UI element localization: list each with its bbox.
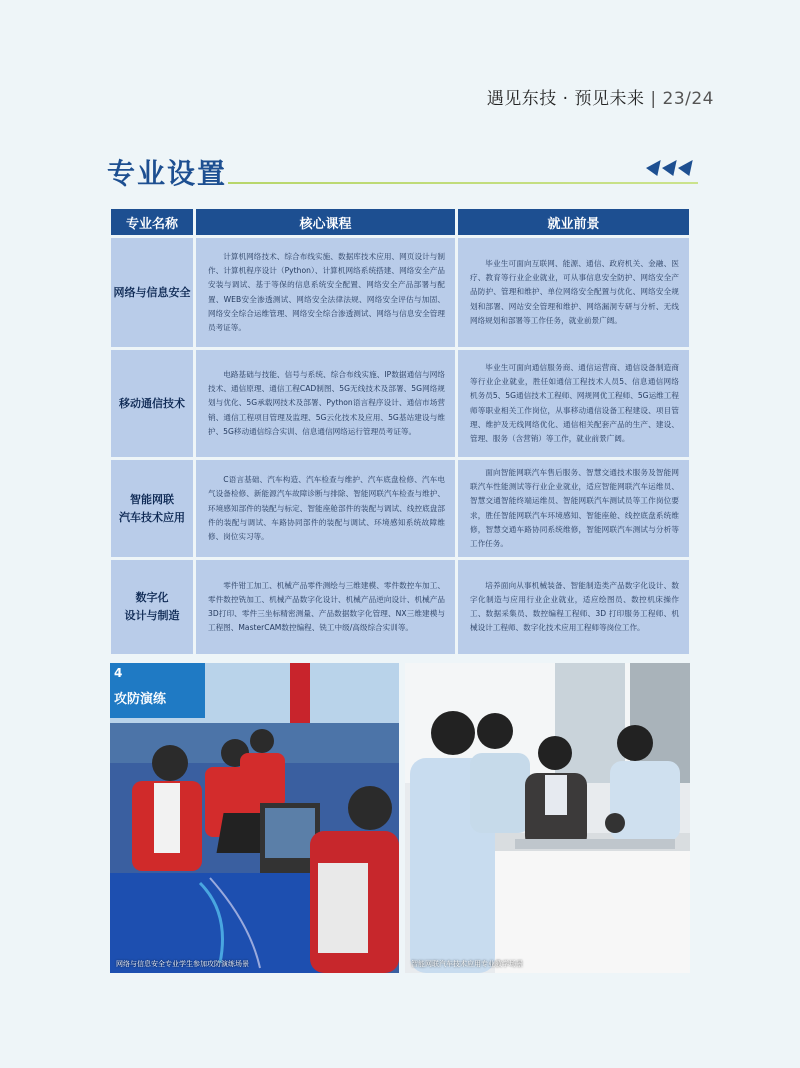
svg-text:4: 4 [114, 666, 123, 680]
career-prospects [458, 238, 689, 347]
core-courses [196, 460, 455, 557]
program-name [111, 238, 193, 347]
section-title: 专业设置 [107, 157, 228, 190]
photo-caption-right: 智能网联汽车技术应用专业教学场景 [411, 960, 523, 968]
core-courses [196, 238, 455, 347]
page-number: 23/24 [662, 89, 714, 109]
table-row [111, 460, 689, 557]
table-header-row [111, 209, 689, 235]
program-name [111, 560, 193, 654]
core-courses-text: C语言基础、汽车构造、汽车检查与维护、汽车底盘检修、汽车电气设备检修、新能源汽车故障诊断与排除、智能网联汽车检查与维护、环境感知部件的装配与标定、智能座舱部件的装配与调试、线控底盘部件的装配与调试、车路协同部件的装配与调试、环境感知系统故障维修、岗位实习等。 [208, 475, 445, 541]
svg-text:攻防演练: 攻防演练 [114, 692, 167, 707]
triple-arrow-icon [646, 160, 694, 180]
core-courses-text: 电路基础与技能、信号与系统、综合布线实施、IP数据通信与网络技术、通信原理、通信工程CAD制图、5G无线技术及部署、5G网络规划与优化、5G承载网技术及部署、Python语言程序设计、通信市场营销、通信工程项目管理及监理、5G云化技术及应用、5G基站建设与维护、5G移动通信综合实训、信息通信网络运行管理员考证等。 [208, 369, 445, 436]
career-prospects-text: 毕业生可面向通信服务商、通信运营商、通信设备制造商等行业企业就业，胜任如通信工程技术人员5、信息通信网络机务员5、5G通信技术工程师、网规网优工程师、5G运维工程师等职业相关工作岗位，从事移动通信设备工程建设、项目管理、维护及无线网络优化、通信相关配套产品的生产、建设、管理、服务（含营销）等工作，就业前景广阔。 [470, 362, 679, 443]
col-header-prospects: 就业前景 [458, 209, 689, 235]
program-name-text: 移动通信技术 [119, 396, 185, 410]
photo-security-drill [110, 663, 399, 973]
career-prospects [458, 460, 689, 557]
col-header-courses: 核心课程 [196, 209, 455, 235]
photo-caption-left: 网络与信息安全专业学生参加攻防演练场景 [116, 960, 249, 968]
header-slogan: 遇见东技 · 预见未来 [486, 89, 645, 109]
core-courses-text: 零件钳工加工、机械产品零件测绘与三维建模、零件数控车加工、零件数控铣加工、机械产品数字化设计、机械产品逆向设计、机械产品3D打印、零件三坐标精密测量、产品数据数字化管理、NX三维建模与工程图、MasterCAM数控编程、铣工中级/高级综合实训等。 [208, 580, 445, 633]
program-name-text: 数字化 设计与制造 [124, 591, 180, 623]
title-underline [228, 182, 698, 184]
col-header-name: 专业名称 [111, 209, 193, 235]
program-name-text: 网络与信息安全 [113, 285, 191, 299]
career-prospects [458, 350, 689, 457]
program-table [108, 206, 692, 657]
core-courses [196, 560, 455, 654]
program-name [111, 350, 193, 457]
table-row [111, 560, 689, 654]
core-courses-text: 计算机网络技术、综合布线实施、数据库技术应用、网页设计与制作、计算机程序设计（Python）、计算机网络系统搭建、网络安全产品安装与调试、基于等保的信息系统安全配置、网络安全产品部署与配置、WEB安全渗透测试、网络安全法律法规、网络安全评估与加固、网络安全综合运维管理、网络安全综合渗透测试、网络与信息安全管理员考证等。 [208, 251, 445, 332]
table-row [111, 350, 689, 457]
photo-automotive-class [405, 663, 690, 973]
career-prospects-text: 面向智能网联汽车售后服务、智慧交通技术服务及智能网联汽车性能测试等行业企业就业，适应智能网联汽车运维员、智慧交通智能终端运维员、智能网联汽车测试员等工作岗位要求，胜任智能网联汽车环境感知、智能座舱、线控底盘系统维修，智慧交通车路协同系统维修，智能网联汽车测试与分析等工作任务。 [470, 468, 679, 549]
career-prospects-text: 毕业生可面向互联网、能源、通信、政府机关、金融、医疗、教育等行业企业就业，可从事信息安全防护、网络安全产品防护、管理和维护、单位网络安全配置与优化、网络安全规划和部署、网站安全管理和维护、网络漏洞专研与分析、无线网络规划和部署等工作任务，就业前景广阔。 [470, 258, 679, 325]
page-header: 遇见东技 · 预见未来 | 23/24 [486, 89, 714, 109]
table-row [111, 238, 689, 347]
program-name-text: 智能网联 汽车技术应用 [119, 492, 185, 524]
career-prospects-text: 培养面向从事机械装备、智能制造类产品数字化设计、数字化制造与应用行业企业就业，适应绘图员、数控机床操作工、数据采集员、数控编程工程师、3D 打印服务工程师、机械设计工程师、数字化技术应用工程师等岗位工作。 [470, 580, 679, 633]
core-courses [196, 350, 455, 457]
career-prospects [458, 560, 689, 654]
program-name [111, 460, 193, 557]
